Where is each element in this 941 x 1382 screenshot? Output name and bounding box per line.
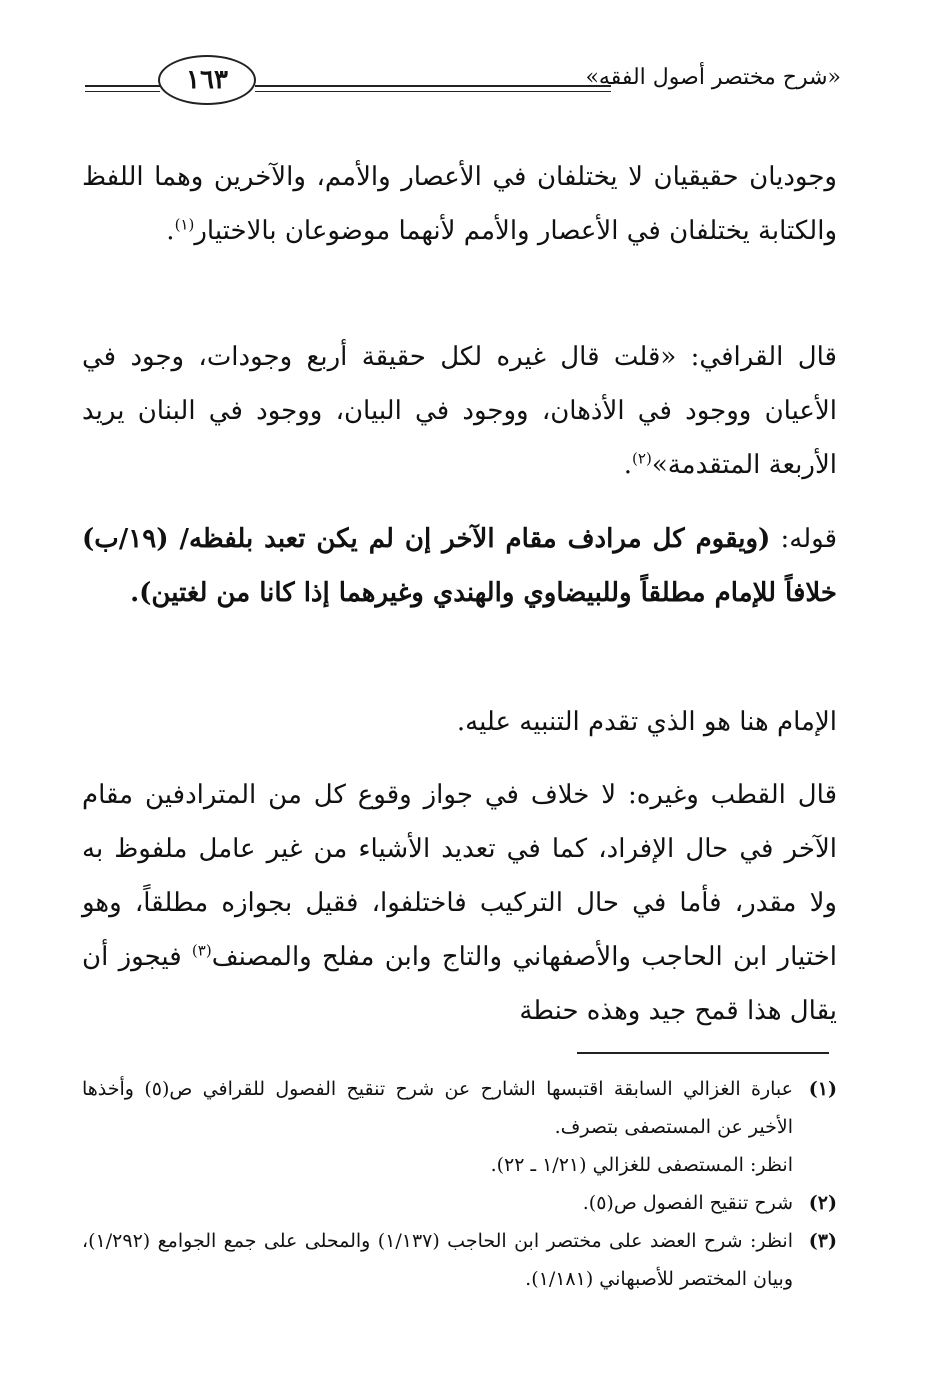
- footnote-separator: [577, 1052, 829, 1054]
- matn-quote: (ويقوم كل مرادف مقام الآخر إن لم يكن تعبد بلفظه/ (١٩/ب) خلافاً للإمام مطلقاً وللبيضاوي والهندي وغيرهما إذا كانا من لغتين).: [82, 524, 837, 608]
- paragraph-1: [82, 150, 837, 258]
- header-rule-left: [85, 85, 160, 87]
- footnote-1-number: (١): [808, 1078, 837, 1100]
- footnote-2-text: شرح تنقيح الفصول ص(٥).: [582, 1192, 793, 1214]
- footnote-3-text: انظر: شرح العضد على مختصر ابن الحاجب (١/١٣٧) والمحلى على جمع الجوامع (١/٢٩٢)، وبيان المختصر للأصبهاني (١/١٨١).: [82, 1230, 794, 1290]
- footnote-2: [82, 1184, 837, 1222]
- footnote-1-continuation: [82, 1146, 837, 1184]
- paragraph-2: [82, 330, 837, 492]
- footnote-2-number: (٢): [808, 1192, 837, 1214]
- footnote-ref-3: (٣): [191, 941, 212, 960]
- footnote-1: [82, 1070, 837, 1146]
- page-number-text: ١٦٣: [186, 65, 228, 95]
- footnote-3-number: (٣): [808, 1230, 837, 1252]
- paragraph-2-text: قال القرافي: «قلت قال غيره لكل حقيقة أربع وجودات، وجود في الأعيان ووجود في الأذهان، ووجود في البيان، ووجود في البنان يريد الأربعة المتقدمة»: [82, 342, 837, 480]
- footnote-ref-2: (٢): [632, 449, 652, 468]
- footnote-1-text: عبارة الغزالي السابقة اقتبسها الشارح عن شرح تنقيح الفصول للقرافي ص(٥) وأخذها الأخير عن المستصفى بتصرف.: [82, 1078, 793, 1138]
- paragraph-4-text: الإمام هنا هو الذي تقدم التنبيه عليه.: [456, 707, 837, 737]
- paragraph-1-end: .: [166, 216, 175, 246]
- paragraph-5: [82, 768, 837, 1038]
- page-number: [158, 55, 256, 105]
- paragraph-5-text-b: فيجوز أن يقال هذا قمح جيد وهذه حنطة: [82, 942, 837, 1026]
- footnote-3: [82, 1222, 837, 1298]
- paragraph-1-text: وجوديان حقيقيان لا يختلفان في الأعصار والأمم، والآخرين وهما اللفظ والكتابة يختلفان في الأعصار والأمم لأنهما موضوعان بالاختيار: [82, 162, 837, 246]
- footnote-1-cont-text: انظر: المستصفى للغزالي (١/٢١ ـ ٢٢).: [490, 1154, 793, 1176]
- footnotes: [82, 1070, 837, 1298]
- header-rule-right: [255, 85, 611, 87]
- paragraph-3-lead: قوله:: [770, 524, 837, 554]
- paragraph-3: [82, 512, 837, 620]
- page-header: [85, 55, 841, 115]
- paragraph-2-end: .: [623, 450, 633, 480]
- paragraph-4: [82, 695, 837, 749]
- running-title: «شرح مختصر أصول الفقه»: [585, 65, 841, 90]
- header-rule-right-thin: [255, 91, 611, 92]
- paragraph-5-text-a: قال القطب وغيره: لا خلاف في جواز وقوع كل من المترادفين مقام الآخر في حال الإفراد، كما في تعديد الأشياء من غير عامل ملفوظ به ولا مقدر، فأما في حال التركيب فاختلفوا، فقيل بجوازه مطلقاً، وهو اختيار ابن الحاجب والأصفهاني والتاج وابن مفلح والمصنف: [82, 780, 837, 972]
- footnote-ref-1: (١): [174, 215, 195, 234]
- header-rule-left-thin: [85, 91, 160, 92]
